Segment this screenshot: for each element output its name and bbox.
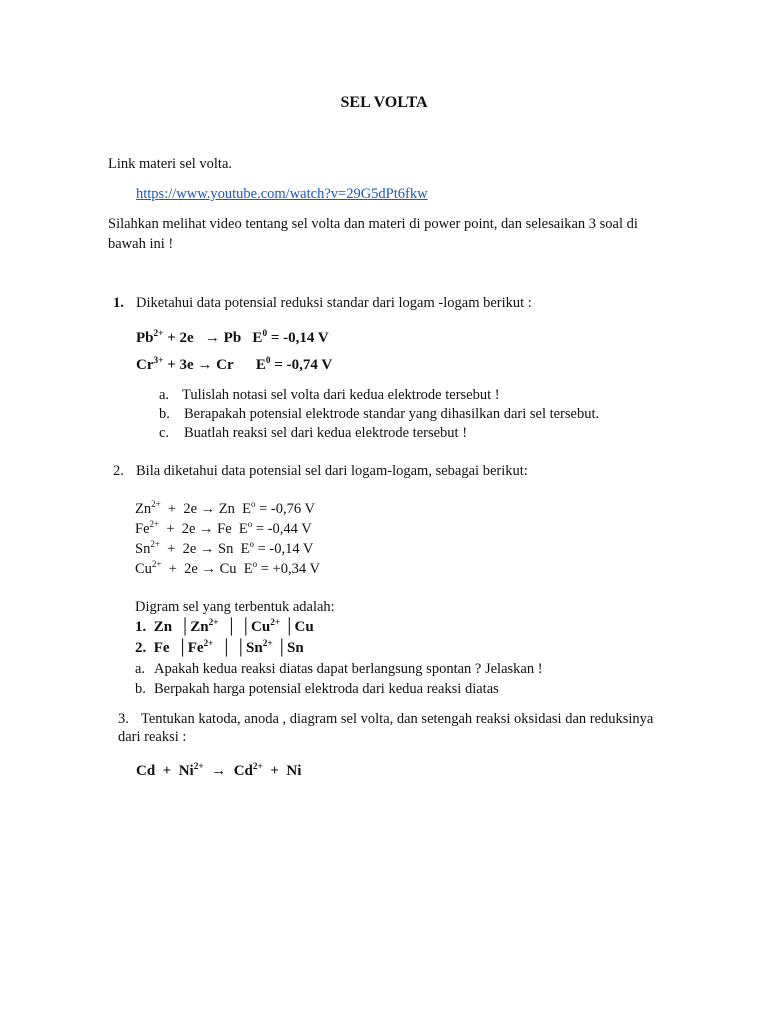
charge: 2+: [262, 639, 273, 649]
anode-part: 2. Fe │Fe: [135, 640, 204, 656]
e-superscript: o: [247, 519, 253, 530]
link-label: Link materi sel volta.: [108, 156, 233, 172]
ion: Cu: [135, 561, 152, 577]
q2-item-b-letter: b.: [135, 681, 146, 697]
q1-item-b-text: Berapakah potensial elektrode standar yang dihasilkan dari sel tersebut.: [184, 406, 600, 422]
potential-value: = -0,14 V: [253, 541, 314, 557]
ion: Fe: [135, 521, 150, 537]
salt-bridge-part: │ │Cu: [218, 619, 271, 635]
reaction: + 2e → Zn E: [160, 501, 251, 517]
e-superscript: 0: [265, 356, 271, 366]
q1-number: 1.: [113, 295, 124, 311]
q3-text-line-1: Tentukan katoda, anoda , diagram sel volta, dan setengah reaksi oksidasi dan reduksinya: [141, 711, 654, 727]
q1-item-c-letter: c.: [159, 425, 170, 441]
q3-number: 3.: [118, 711, 129, 727]
e-superscript: o: [249, 539, 254, 550]
ion: Sn: [135, 541, 151, 557]
charge: 2+: [153, 329, 164, 339]
reaction: + 2e → Cu E: [161, 561, 253, 577]
charge: 2+: [150, 539, 160, 550]
q1-equation-cr: [136, 357, 332, 374]
charge: 2+: [270, 618, 281, 628]
reaction: + 2e → Fe E: [159, 521, 248, 537]
youtube-link[interactable]: https://www.youtube.com/watch?v=29G5dPt6fkw: [136, 186, 428, 202]
q1-item-a-text: Tulislah notasi sel volta dari kedua elektrode tersebut !: [182, 387, 500, 403]
q2-diagram-label: Digram sel yang terbentuk adalah:: [135, 599, 335, 615]
instruction-line-1: Silahkan melihat video tentang sel volta dan materi di power point, dan selesaikan 3 soal di: [108, 216, 638, 232]
charge: 2+: [203, 639, 214, 649]
q2-item-a-text: Apakah kedua reaksi diatas dapat berlangsung spontan ? Jelaskan !: [154, 661, 543, 677]
q2-equation-fe: [135, 521, 312, 538]
arrow-and-product: → Cd: [203, 763, 253, 779]
potential-value: = +0,34 V: [257, 561, 320, 577]
q2-equation-sn: [135, 541, 313, 558]
reaction: + 3e → Cr E: [163, 357, 266, 373]
q2-item-a-letter: a.: [135, 661, 146, 677]
reactants: Cd + Ni: [136, 763, 194, 779]
q1-item-a-letter: a.: [159, 387, 170, 403]
charge: 2+: [151, 559, 162, 570]
reaction: + 2e → Sn E: [159, 541, 250, 557]
charge: 3+: [153, 356, 164, 366]
anode-part: 1. Zn │Zn: [135, 619, 209, 635]
charge: 2+: [208, 618, 219, 628]
potential-value: = -0,44 V: [252, 521, 312, 537]
charge: 2+: [149, 519, 160, 530]
q2-cell-diagram-1: [135, 619, 314, 636]
q2-cell-diagram-2: [135, 640, 304, 657]
product: + Ni: [262, 763, 302, 779]
q1-item-c-text: Buatlah reaksi sel dari kedua elektrode tersebut !: [184, 425, 468, 441]
cathode-part: │Cu: [280, 619, 314, 635]
salt-bridge-part: │ │Sn: [213, 640, 263, 656]
q3-reaction: [136, 763, 301, 780]
ion: Zn: [135, 501, 152, 517]
potential-value: = -0,14 V: [267, 330, 329, 346]
cathode-part: │Sn: [272, 640, 304, 656]
charge: 2+: [193, 762, 204, 772]
ion: Cr: [136, 357, 154, 373]
e-superscript: 0: [262, 329, 268, 339]
e-superscript: o: [251, 499, 256, 510]
q2-number: 2.: [113, 463, 124, 479]
q2-text: Bila diketahui data potensial sel dari logam-logam, sebagai berikut:: [136, 463, 528, 479]
page-title: SEL VOLTA: [340, 94, 428, 111]
ion: Pb: [136, 330, 154, 346]
q1-equation-pb: [136, 330, 329, 347]
instruction-line-2: bawah ini !: [108, 236, 174, 252]
e-superscript: o: [252, 559, 258, 570]
charge: 2+: [151, 499, 161, 510]
charge: 2+: [252, 762, 263, 772]
q2-equation-cu: [135, 561, 320, 578]
q2-equation-zn: [135, 501, 315, 518]
q2-item-b-text: Berpakah harga potensial elektroda dari kedua reaksi diatas: [154, 681, 499, 697]
potential-value: = -0,74 V: [270, 357, 333, 373]
reaction: + 2e → Pb E: [163, 330, 263, 346]
potential-value: = -0,76 V: [255, 501, 315, 517]
q1-text: Diketahui data potensial reduksi standar dari logam -logam berikut :: [136, 295, 532, 311]
q1-item-b-letter: b.: [159, 406, 170, 422]
q3-text-line-2: dari reaksi :: [118, 729, 187, 745]
